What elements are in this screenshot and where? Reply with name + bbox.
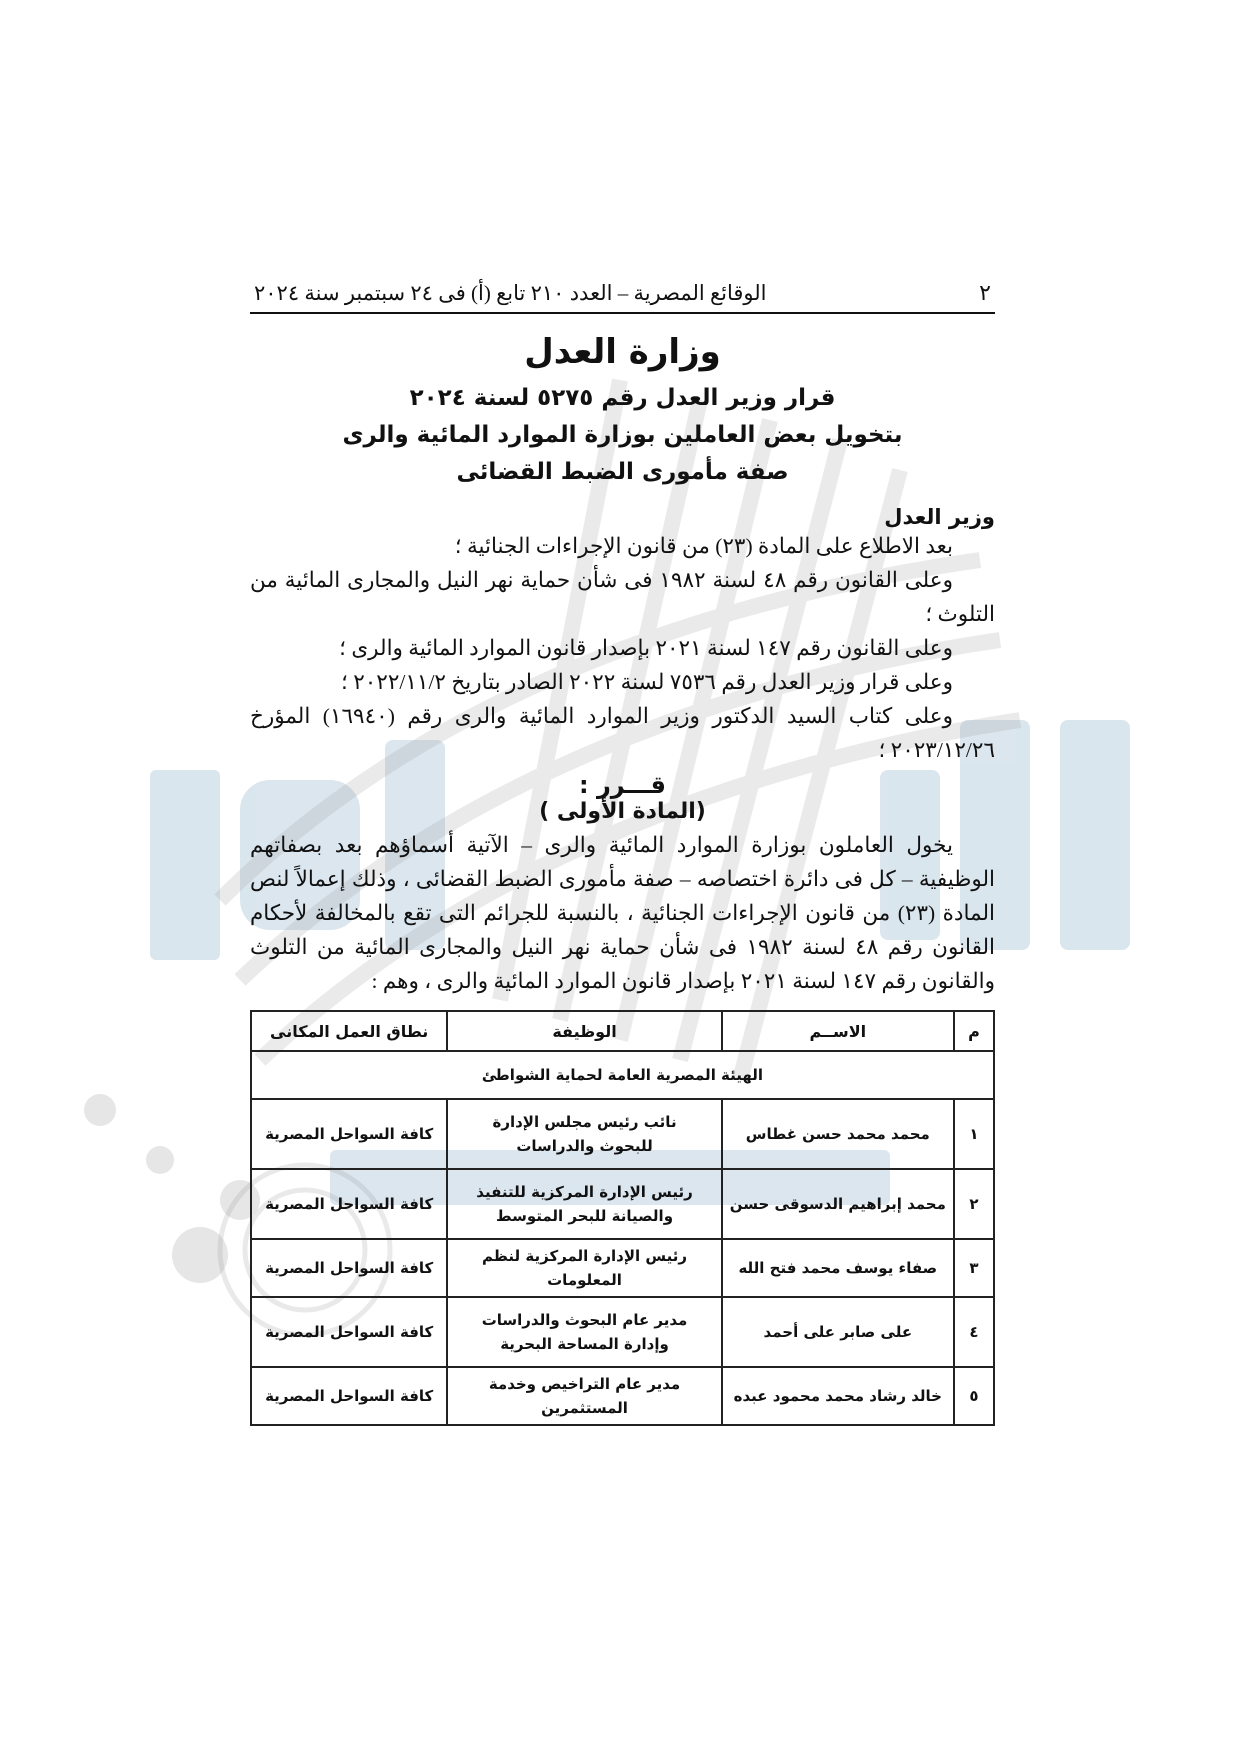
row-job <box>447 1297 721 1367</box>
row-num: ١ <box>954 1099 994 1169</box>
row-scope: كافة السواحل المصرية <box>251 1239 447 1297</box>
row-num: ٢ <box>954 1169 994 1239</box>
table-row <box>251 1297 994 1367</box>
row-job-line: مدير عام البحوث والدراسات <box>481 1311 688 1329</box>
recital-5: وعلى كتاب السيد الدكتور وزير الموارد المائية والرى رقم (١٦٩٤٠) المؤرخ ٢٠٢٣/١٢/٢٦ ؛ <box>250 704 995 762</box>
row-name: محمد إبراهيم الدسوقى حسن <box>722 1169 954 1239</box>
row-job <box>447 1169 721 1239</box>
row-scope: كافة السواحل المصرية <box>251 1169 447 1239</box>
section-row <box>251 1051 994 1099</box>
ministry-title: وزارة العدل <box>524 332 721 372</box>
table-header-row <box>251 1011 994 1051</box>
table-row <box>251 1169 994 1239</box>
page-number: ٢ <box>979 280 991 305</box>
decree-title-line-2: بتخويل بعض العاملين بوزارة الموارد المائية والرى <box>342 422 903 448</box>
gazette-page <box>250 280 995 1426</box>
row-job <box>447 1367 721 1425</box>
row-job <box>447 1239 721 1297</box>
row-job-line: رئيس الإدارة المركزية لنظم المعلومات <box>482 1247 688 1289</box>
decree-word: قـــرر : <box>578 771 667 799</box>
table-row <box>251 1367 994 1425</box>
row-job-line: نائب رئيس مجلس الإدارة <box>492 1113 677 1131</box>
table-row <box>251 1239 994 1297</box>
row-job-line: وإدارة المساحة البحرية <box>500 1335 669 1353</box>
recital-2: وعلى القانون رقم ٤٨ لسنة ١٩٨٢ فى شأن حماية نهر النيل والمجارى المائية من التلوث ؛ <box>250 568 995 626</box>
row-num: ٣ <box>954 1239 994 1297</box>
row-scope: كافة السواحل المصرية <box>251 1367 447 1425</box>
issuer-heading: وزير العدل <box>884 505 995 529</box>
publication-line: الوقائع المصرية – العدد ٢١٠ تابع (أ) فى ٢٤ سبتمبر سنة ٢٠٢٤ <box>254 280 767 305</box>
row-job <box>447 1099 721 1169</box>
row-job-line: رئيس الإدارة المركزية للتنفيذ <box>476 1183 693 1201</box>
recital-1: بعد الاطلاع على المادة (٢٣) من قانون الإجراءات الجنائية ؛ <box>454 534 953 558</box>
row-job-line: مدير عام التراخيص وخدمة المستثمرين <box>488 1375 681 1417</box>
row-scope: كافة السواحل المصرية <box>251 1099 447 1169</box>
row-name: صفاء يوسف محمد فتح الله <box>722 1239 954 1297</box>
header-num: م <box>954 1011 994 1051</box>
section-title: الهيئة المصرية العامة لحماية الشواطئ <box>251 1051 994 1099</box>
header-name: الاســم <box>722 1011 954 1051</box>
row-name: على صابر على أحمد <box>722 1297 954 1367</box>
article-title: (المادة الأولى ) <box>539 799 706 824</box>
recital-3: وعلى القانون رقم ١٤٧ لسنة ٢٠٢١ بإصدار قانون الموارد المائية والرى ؛ <box>339 636 953 660</box>
recital-4: وعلى قرار وزير العدل رقم ٧٥٣٦ لسنة ٢٠٢٢ الصادر بتاريخ ٢٠٢٢/١١/٢ ؛ <box>340 670 953 694</box>
header-job: الوظيفة <box>447 1011 721 1051</box>
decree-title-line-3: صفة مأمورى الضبط القضائى <box>456 459 789 485</box>
row-scope: كافة السواحل المصرية <box>251 1297 447 1367</box>
row-num: ٤ <box>954 1297 994 1367</box>
article-text: يخول العاملون بوزارة الموارد المائية والرى – الآتية أسماؤهم بعد بصفاتهم الوظيفية – كل فى دائرة اختصاصه – صفة مأمورى الضبط القضائى ، وذلك إعمالاً لنص المادة (٢٣) من قانون الإجراءات الجنائية ، بالنسبة للجرائم التى تقع بالمخالفة لأحكام القانون رقم ٤٨ لسنة ١٩٨٢ فى شأن حماية نهر النيل والمجارى المائية من التلوث والقانون رقم ١٤٧ لسنة ٢٠٢١ بإصدار قانون الموارد المائية والرى ، وهم : <box>250 833 995 993</box>
decree-title-line-1: قرار وزير العدل رقم ٥٢٧٥ لسنة ٢٠٢٤ <box>409 385 836 411</box>
table-row <box>251 1099 994 1169</box>
page-header <box>250 280 995 314</box>
row-name: محمد محمد حسن غطاس <box>722 1099 954 1169</box>
row-job-line: للبحوث والدراسات <box>516 1137 653 1155</box>
row-name: خالد رشاد محمد محمود عبده <box>722 1367 954 1425</box>
header-scope: نطاق العمل المكانى <box>251 1011 447 1051</box>
row-num: ٥ <box>954 1367 994 1425</box>
row-job-line: والصيانة للبحر المتوسط <box>496 1207 674 1225</box>
delegates-table <box>250 1010 995 1426</box>
